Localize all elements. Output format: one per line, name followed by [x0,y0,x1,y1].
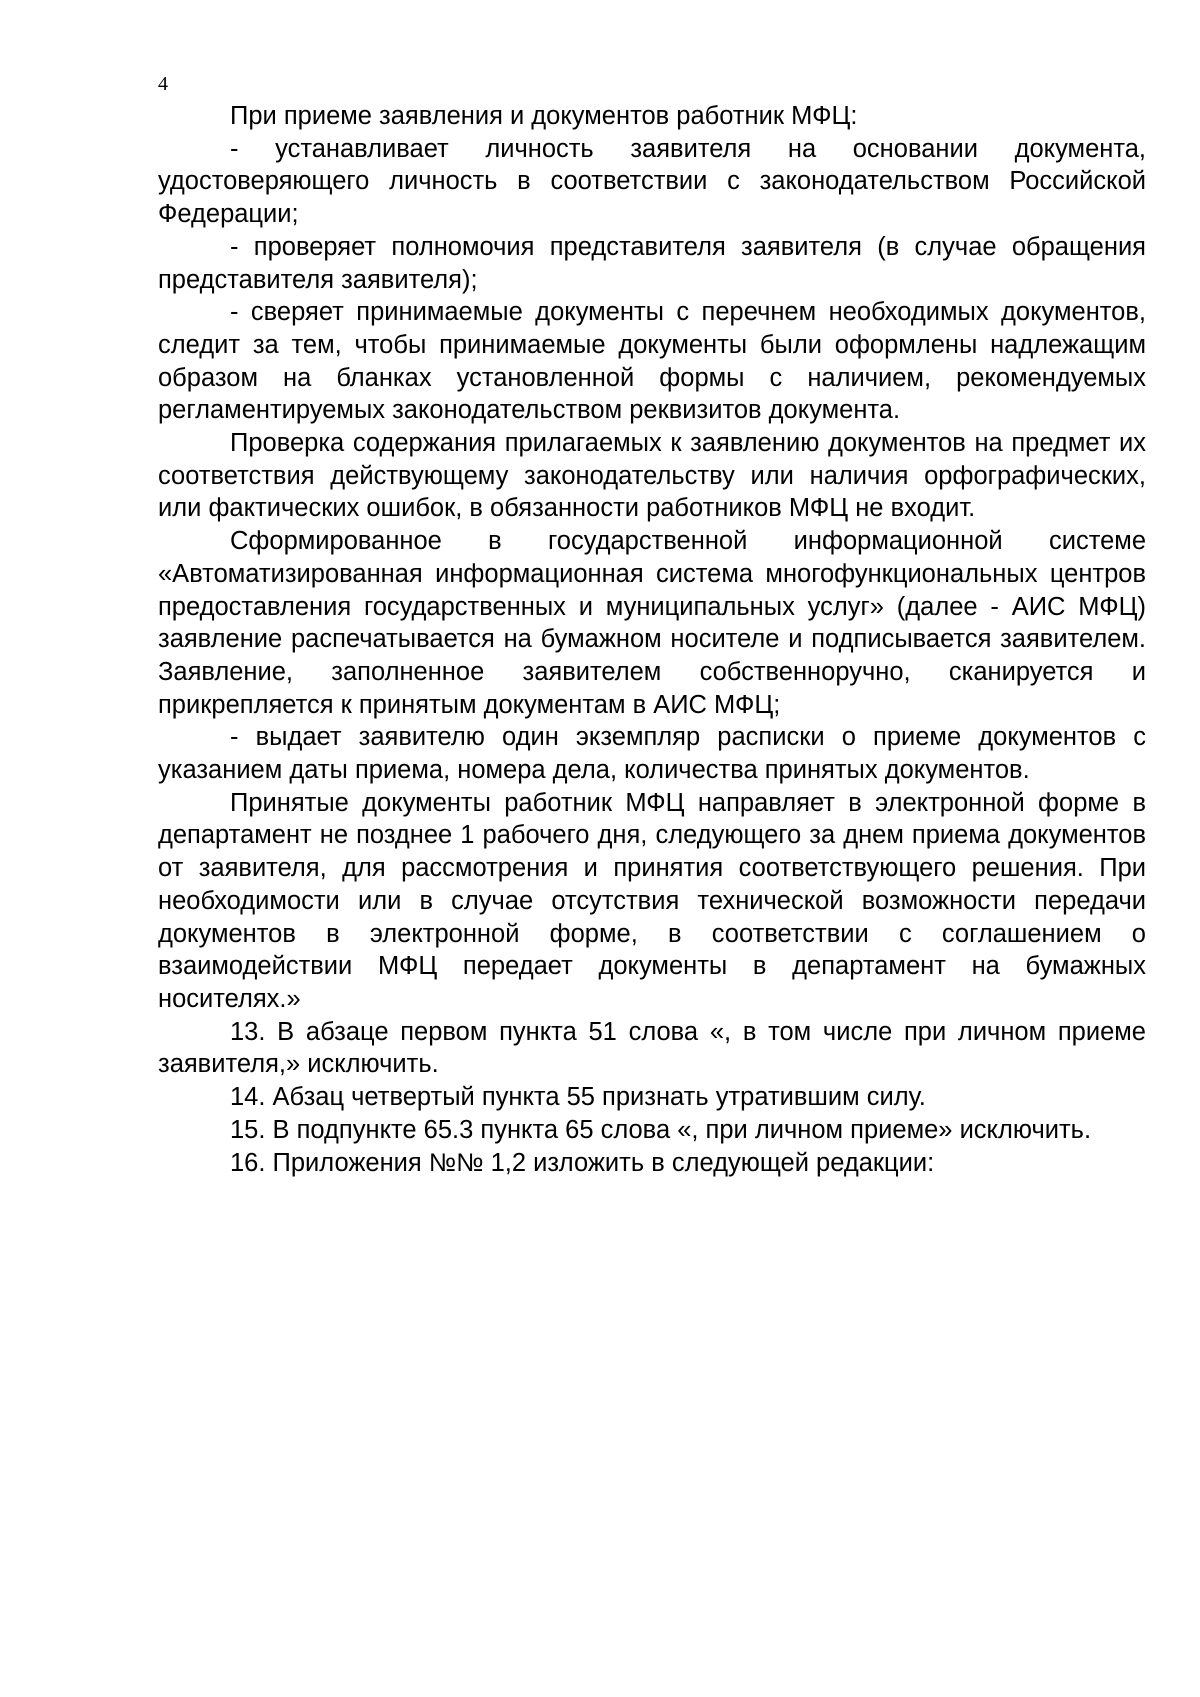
page-number: 4 [158,73,168,95]
document-body [158,100,1146,1179]
paragraph-item-14: 14. Абзац четвертый пункта 55 признать утратившим силу. [230,1083,926,1112]
paragraph-identity-check: - устанавливает личность заявителя на основании документа, удостоверяющего личность в соответствии с законодательством Российской Федерации; [158,134,1146,229]
paragraph-item-16: 16. Приложения №№ 1,2 изложить в следующей редакции: [230,1148,935,1177]
paragraph-intake-intro: При приеме заявления и документов работник МФЦ: [230,102,858,130]
paragraph-ais-mfc: Сформированное в государственной информационной системе «Автоматизированная информационная система многофункциональных центров предоставления государственных и муниципальных услуг» (далее - АИС МФЦ) заявление распечатывается на бумажном носителе и подписывается заявителем. Заявление, заполненное заявителем собственноручно, сканируется и прикрепляется к принятым документам в АИС МФЦ; [158,527,1146,719]
paragraph-receipt: - выдает заявителю один экземпляр расписки о приеме документов с указанием даты приема, номера дела, количества принятых документов. [158,723,1146,785]
paragraph-documents-check: - сверяет принимаемые документы с перечнем необходимых документов, следит за тем, чтобы принимаемые документы были оформлены надлежащим образом на бланках установленной формы с наличием, рекомендуемых регламентируемых законодательством реквизитов документа. [158,298,1146,425]
paragraph-content-verification: Проверка содержания прилагаемых к заявлению документов на предмет их соответствия действующему законодательству или наличия орфографических, или фактических ошибок, в обязанности работников МФЦ не входит. [158,429,1146,523]
paragraph-item-15: 15. В подпункте 65.3 пункта 65 слова «, при личном приеме» исключить. [230,1115,1092,1144]
paragraph-authority-check: - проверяет полномочия представителя заявителя (в случае обращения представителя заявителя); [158,232,1146,294]
paragraph-transfer: Принятые документы работник МФЦ направляет в электронной форме в департамент не позднее 1 рабочего дня, следующего за днем приема документов от заявителя, для рассмотрения и принятия соответствующего решения. При необходимости или в случае отсутствия технической возможности передачи документов в электронной форме, в соответствии с соглашением о взаимодействии МФЦ передает документы в департамент на бумажных носителях.» [158,788,1146,1013]
paragraph-item-13: 13. В абзаце первом пункта 51 слова «, в том числе при личном приеме заявителя,» исключить. [158,1017,1146,1079]
